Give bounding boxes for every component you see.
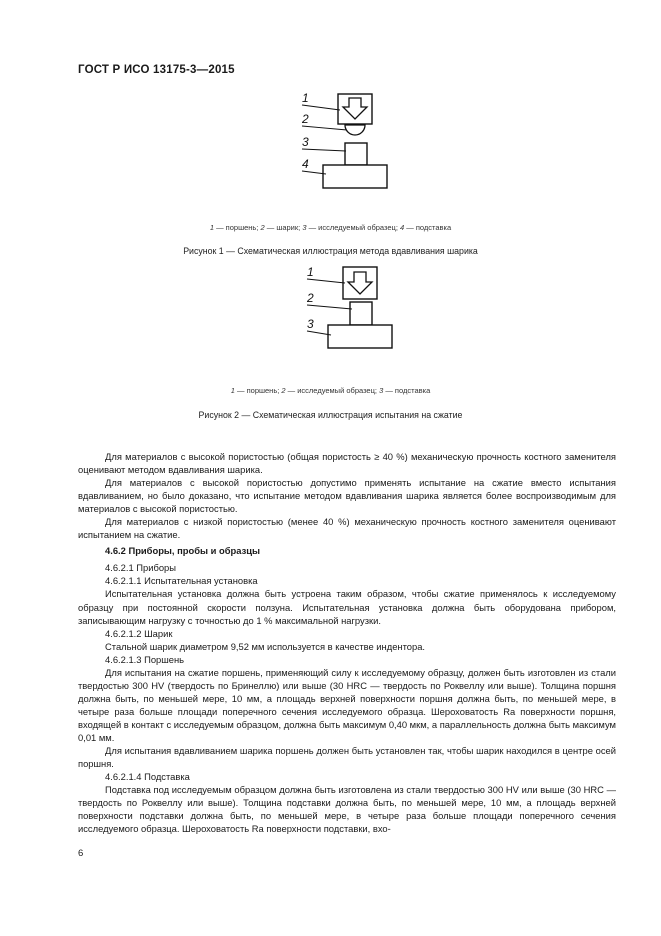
figure-1-label-1: 1 <box>302 91 309 105</box>
paragraph: Для испытания на сжатие поршень, применяющий силу к исследуемому образцу, должен быть изготовлен из стали твердостью 300 HV (твердость по Бринеллю) или выше (30 HRC — твердость по Роквеллу или выше). Толщина поршня должна быть, по меньшей мере, 10 мм, а площадь верхней поверхности поршня должна быть, по меньшей мере, в четыре раза больше площади поперечного сечения исследуемого образца. Шероховатость Ra поверхности поршня, входящей в контакт с исследуемым образцом, должна быть максимум 0,40 мкм, а параллельность должна быть максимум 0,01 мм. <box>78 666 616 743</box>
paragraph: Для материалов с высокой пористостью (общая пористость ≥ 40 %) механическую прочность костного заменителя оценивают методом вдавливания шарика. <box>78 451 616 476</box>
figure-2-label-2: 2 <box>307 291 314 305</box>
subsection-4-6-2-1-3: 4.6.2.1.3 Поршень <box>105 653 185 665</box>
figure-2-legend: 1 — поршень; 2 — исследуемый образец; 3 — подставка <box>230 386 431 395</box>
subsection-4-6-2-1-4: 4.6.2.1.4 Подставка <box>105 771 190 783</box>
paragraph: Для испытания вдавливанием шарика поршень должен быть установлен так, чтобы шарик находился в центре осей поршня. <box>78 745 616 770</box>
figure-2-compression-test <box>295 265 405 355</box>
base-plate-shape <box>323 165 387 188</box>
document-header: ГОСТ Р ИСО 13175-3—2015 <box>78 64 235 76</box>
figure-1-label-2: 2 <box>302 112 309 126</box>
figure-2-caption: Рисунок 2 — Схематическая иллюстрация испытания на сжатие <box>198 410 463 420</box>
subsection-4-6-2-1: 4.6.2.1 Приборы <box>105 562 176 574</box>
paragraph: Для материалов с низкой пористостью (менее 40 %) механическую прочность костного заменителя оценивают испытанием на сжатие. <box>78 516 616 541</box>
figure-1-caption: Рисунок 1 — Схематическая иллюстрация метода вдавливания шарика <box>183 246 478 256</box>
figure-1-ball-indentation <box>290 88 400 198</box>
section-heading-4-6-2: 4.6.2 Приборы, пробы и образцы <box>105 545 261 557</box>
specimen-shape <box>350 302 372 325</box>
base-plate-shape <box>328 325 392 348</box>
figure-1-legend: 1 — поршень; 2 — шарик; 3 — исследуемый образец; 4 — подставка <box>209 223 452 232</box>
specimen-shape <box>345 143 367 165</box>
figure-2-label-3: 3 <box>307 317 314 331</box>
page-number: 6 <box>78 848 84 859</box>
subsection-4-6-2-1-1: 4.6.2.1.1 Испытательная установка <box>105 575 258 587</box>
figure-1-label-3: 3 <box>302 135 309 149</box>
paragraph: Стальной шарик диаметром 9,52 мм используется в качестве индентора. <box>105 640 426 652</box>
body-text <box>78 450 616 835</box>
figure-2-label-1: 1 <box>307 265 314 279</box>
paragraph: Для материалов с высокой пористостью допустимо применять испытание на сжатие вместо испытания вдавливанием, но было доказано, что испытание методом вдавливания шарика является более воспроизводимым для материалов с высокой пористостью. <box>78 477 616 515</box>
paragraph: Подставка под исследуемым образцом должна быть изготовлена из стали твердостью 300 HV или выше (30 HRC — твердость по Роквеллу или выше). Толщина подставки должна быть, по меньшей мере, 10 мм, а площадь верхней поверхности подставки должна быть, по меньшей мере, в четыре раза больше площади поперечного сечения исследуемого образца. Шероховатость Ra поверхности подставки, вхо- <box>78 784 616 835</box>
ball-shape <box>345 125 365 135</box>
paragraph: Испытательная установка должна быть устроена таким образом, чтобы сжатие применялось к исследуемому образцу при постоянной скорости ползуна. Испытательная установка должна быть оборудована прибором, записывающим нагрузку с точностью до 1 % максимальной нагрузки. <box>78 588 616 626</box>
subsection-4-6-2-1-2: 4.6.2.1.2 Шарик <box>105 627 173 639</box>
figure-1-label-4: 4 <box>302 157 309 171</box>
